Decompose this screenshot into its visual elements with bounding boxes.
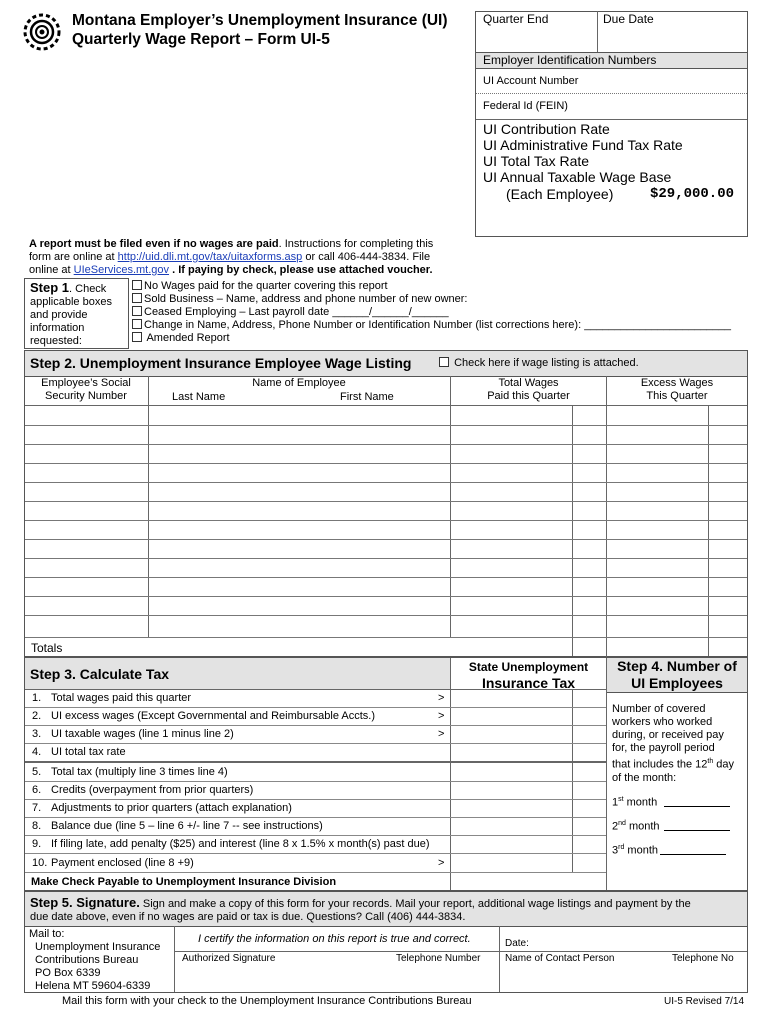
wage-listing-checkbox[interactable] — [439, 357, 449, 367]
col-first-name-header: First Name — [340, 391, 394, 403]
col-ssn-header: Employee’s Social Security Number — [41, 377, 131, 402]
fein-label: Federal Id (FEIN) — [483, 100, 568, 112]
tax-line-1-field[interactable] — [451, 690, 571, 707]
option-amended: Amended Report — [132, 332, 230, 344]
col-excess-wages-header: Excess Wages This Quarter — [640, 377, 714, 402]
step4-heading: Step 4. Number of UI Employees — [617, 658, 737, 691]
telephone-number-label: Telephone Number — [396, 953, 481, 964]
authorized-signature-label: Authorized Signature — [182, 953, 276, 964]
wage-listing-attached: Check here if wage listing is attached. — [439, 357, 639, 369]
filing-notice-text3: online at — [29, 264, 74, 276]
table-row[interactable] — [25, 596, 747, 616]
form-title-line2: Quarterly Wage Report – Form UI-5 — [72, 31, 330, 48]
step1-desc-3: information — [30, 322, 85, 334]
table-row[interactable] — [25, 558, 747, 578]
month1-label: 1st month — [612, 796, 658, 809]
form-title-line1: Montana Employer’s Unemployment Insurance (UI) — [72, 12, 448, 29]
due-date-label: Due Date — [603, 12, 654, 26]
step3-heading: Step 3. Calculate Tax — [30, 666, 170, 682]
tax-line-2-field[interactable] — [451, 708, 571, 725]
step1-desc-2: and provide — [30, 309, 88, 321]
col-name-header: Name of Employee — [252, 377, 346, 389]
month2-label: 2nd month — [612, 820, 660, 833]
filing-notice-text2: form are online at — [29, 251, 118, 263]
tax-line-10: 10. Payment enclosed (line 8 +9) > — [25, 854, 606, 873]
ui-total-rate-label: UI Total Tax Rate — [483, 153, 590, 169]
table-row[interactable] — [25, 615, 747, 638]
table-row[interactable] — [25, 520, 747, 540]
date-field[interactable] — [540, 930, 740, 950]
tax-line-8-field[interactable] — [451, 818, 571, 835]
step4-description: Number of covered workers who worked during, or received pay for, the payroll period that includes the 12th day of the month: — [612, 703, 735, 784]
col-total-wages-header: Total Wages Paid this Quarter — [487, 377, 570, 402]
table-row[interactable] — [25, 463, 747, 483]
table-row[interactable] — [25, 482, 747, 502]
date-label: Date: — [505, 938, 529, 949]
tax-line-4-field[interactable] — [451, 744, 571, 761]
month1-field[interactable] — [664, 796, 730, 807]
no-wages-checkbox[interactable] — [132, 280, 142, 290]
month2-field[interactable] — [664, 820, 730, 831]
tax-line-10-field[interactable] — [451, 854, 571, 872]
col-last-name-header: Last Name — [172, 391, 226, 403]
filing-notice-bold: A report must be filed even if no wages are paid — [29, 238, 279, 250]
tax-line-5-field[interactable] — [451, 764, 571, 781]
mail-to-label: Mail to: — [29, 928, 65, 940]
tax-lines — [25, 690, 606, 873]
wage-rows-area — [25, 406, 747, 638]
tax-line-3-field[interactable] — [451, 726, 571, 743]
tax-line-3: 3. UI taxable wages (line 1 minus line 2) > — [25, 726, 606, 744]
tax-line-8: 8. Balance due (line 5 – line 6 +/- line 7 -- see instructions) — [25, 818, 606, 836]
sold-business-checkbox[interactable] — [132, 293, 142, 303]
payable-notice: Make Check Payable to Unemployment Insurance Division — [31, 876, 337, 888]
employer-id-header: Employer Identification Numbers — [483, 53, 657, 67]
totals-label: Totals — [31, 641, 63, 655]
eservices-link[interactable]: UIeServices.mt.gov — [73, 264, 170, 276]
option-no-wages: No Wages paid for the quarter covering this report — [132, 280, 388, 292]
quarter-end-label: Quarter End — [483, 12, 549, 26]
tax-line-1: 1. Total wages paid this quarter > — [25, 690, 606, 708]
signature-field[interactable] — [176, 927, 498, 949]
table-row[interactable] — [25, 501, 747, 521]
contact-person-label: Name of Contact Person — [505, 953, 615, 964]
table-row[interactable] — [25, 425, 747, 445]
table-row[interactable] — [25, 539, 747, 559]
telephone-no-label: Telephone No — [672, 953, 734, 964]
table-row[interactable] — [25, 406, 747, 426]
tax-line-7: 7. Adjustments to prior quarters (attach explanation) — [25, 800, 606, 818]
tax-line-7-field[interactable] — [451, 800, 571, 817]
step1-desc-4: requested: — [30, 335, 82, 347]
step5-heading: Step 5. Signature. Sign and make a copy of this form for your records. Mail your report, additional wage listings and payment by the — [30, 895, 691, 910]
instructions-link[interactable]: http://uid.dli.mt.gov/tax/uitaxforms.asp — [117, 251, 303, 263]
tax-line-5: 5. Total tax (multiply line 3 times line 4) — [25, 764, 606, 782]
ui-account-field[interactable] — [600, 70, 744, 90]
tax-line-6: 6. Credits (overpayment from prior quarters) — [25, 782, 606, 800]
filing-notice — [29, 238, 433, 277]
voucher-notice: . If paying by check, please use attached voucher. — [169, 264, 433, 276]
tax-line-9: 9. If filing late, add penalty ($25) and interest (line 8 x 1.5% x month(s) past due) — [25, 836, 606, 854]
state-ui-tax-header: State Unemployment Insurance Tax — [468, 660, 589, 691]
ui-account-label: UI Account Number — [483, 75, 579, 87]
month3-label: 3rd month — [612, 844, 658, 857]
filing-notice-text1: . Instructions for completing this — [278, 238, 434, 250]
ui-wage-base-label: UI Annual Taxable Wage Base — [483, 169, 672, 185]
montana-seal-logo — [22, 12, 62, 52]
option-ceased-employing: Ceased Employing – Last payroll date ______/______/______ — [132, 306, 449, 318]
option-sold-business: Sold Business – Name, address and phone number of new owner: — [132, 293, 467, 305]
quarter-end-field[interactable] — [476, 26, 596, 50]
step1-desc-1: applicable boxes — [30, 296, 112, 308]
table-row[interactable] — [25, 577, 747, 597]
due-date-field[interactable] — [598, 26, 746, 50]
ceased-employing-checkbox[interactable] — [132, 306, 142, 316]
ui-admin-fund-rate-label: UI Administrative Fund Tax Rate — [483, 137, 683, 153]
mailing-address: Unemployment Insurance Contributions Bureau PO Box 6339 Helena MT 59604-6339 — [35, 941, 161, 992]
tax-line-6-field[interactable] — [451, 782, 571, 799]
amended-report-checkbox[interactable] — [132, 332, 142, 342]
each-employee-label: (Each Employee) — [506, 186, 614, 202]
fein-field[interactable] — [600, 96, 744, 116]
change-info-checkbox[interactable] — [132, 319, 142, 329]
table-row[interactable] — [25, 444, 747, 464]
tax-line-9-field[interactable] — [451, 836, 571, 853]
certify-statement: I certify the information on this report is true and correct. — [198, 933, 471, 945]
footer-mail-text: Mail this form with your check to the Unemployment Insurance Contributions Bureau — [62, 995, 472, 1007]
signature-phone-field[interactable] — [176, 966, 498, 990]
step2-heading: Step 2. Unemployment Insurance Employee Wage Listing — [30, 355, 412, 371]
month3-field[interactable] — [660, 844, 726, 855]
filing-notice-phone: or call 406-444-3834. File — [302, 251, 431, 263]
wage-base-amount: $29,000.00 — [650, 186, 735, 202]
contact-person-field[interactable] — [501, 966, 745, 990]
form-revision-id: UI-5 Revised 7/14 — [664, 996, 745, 1007]
step5-text: due date above, even if no wages are paid or tax is due. Questions? Call (406) 444-3834. — [30, 911, 466, 923]
tax-line-4: 4. UI total tax rate — [25, 744, 606, 763]
ui-contribution-rate-label: UI Contribution Rate — [483, 121, 610, 137]
tax-line-2: 2. UI excess wages (Except Governmental and Reimbursable Accts.) > — [25, 708, 606, 726]
option-change-info: Change in Name, Address, Phone Number or Identification Number (list corrections here): ________________________ — [132, 319, 731, 331]
step1-heading: Step 1. Check — [30, 280, 107, 295]
